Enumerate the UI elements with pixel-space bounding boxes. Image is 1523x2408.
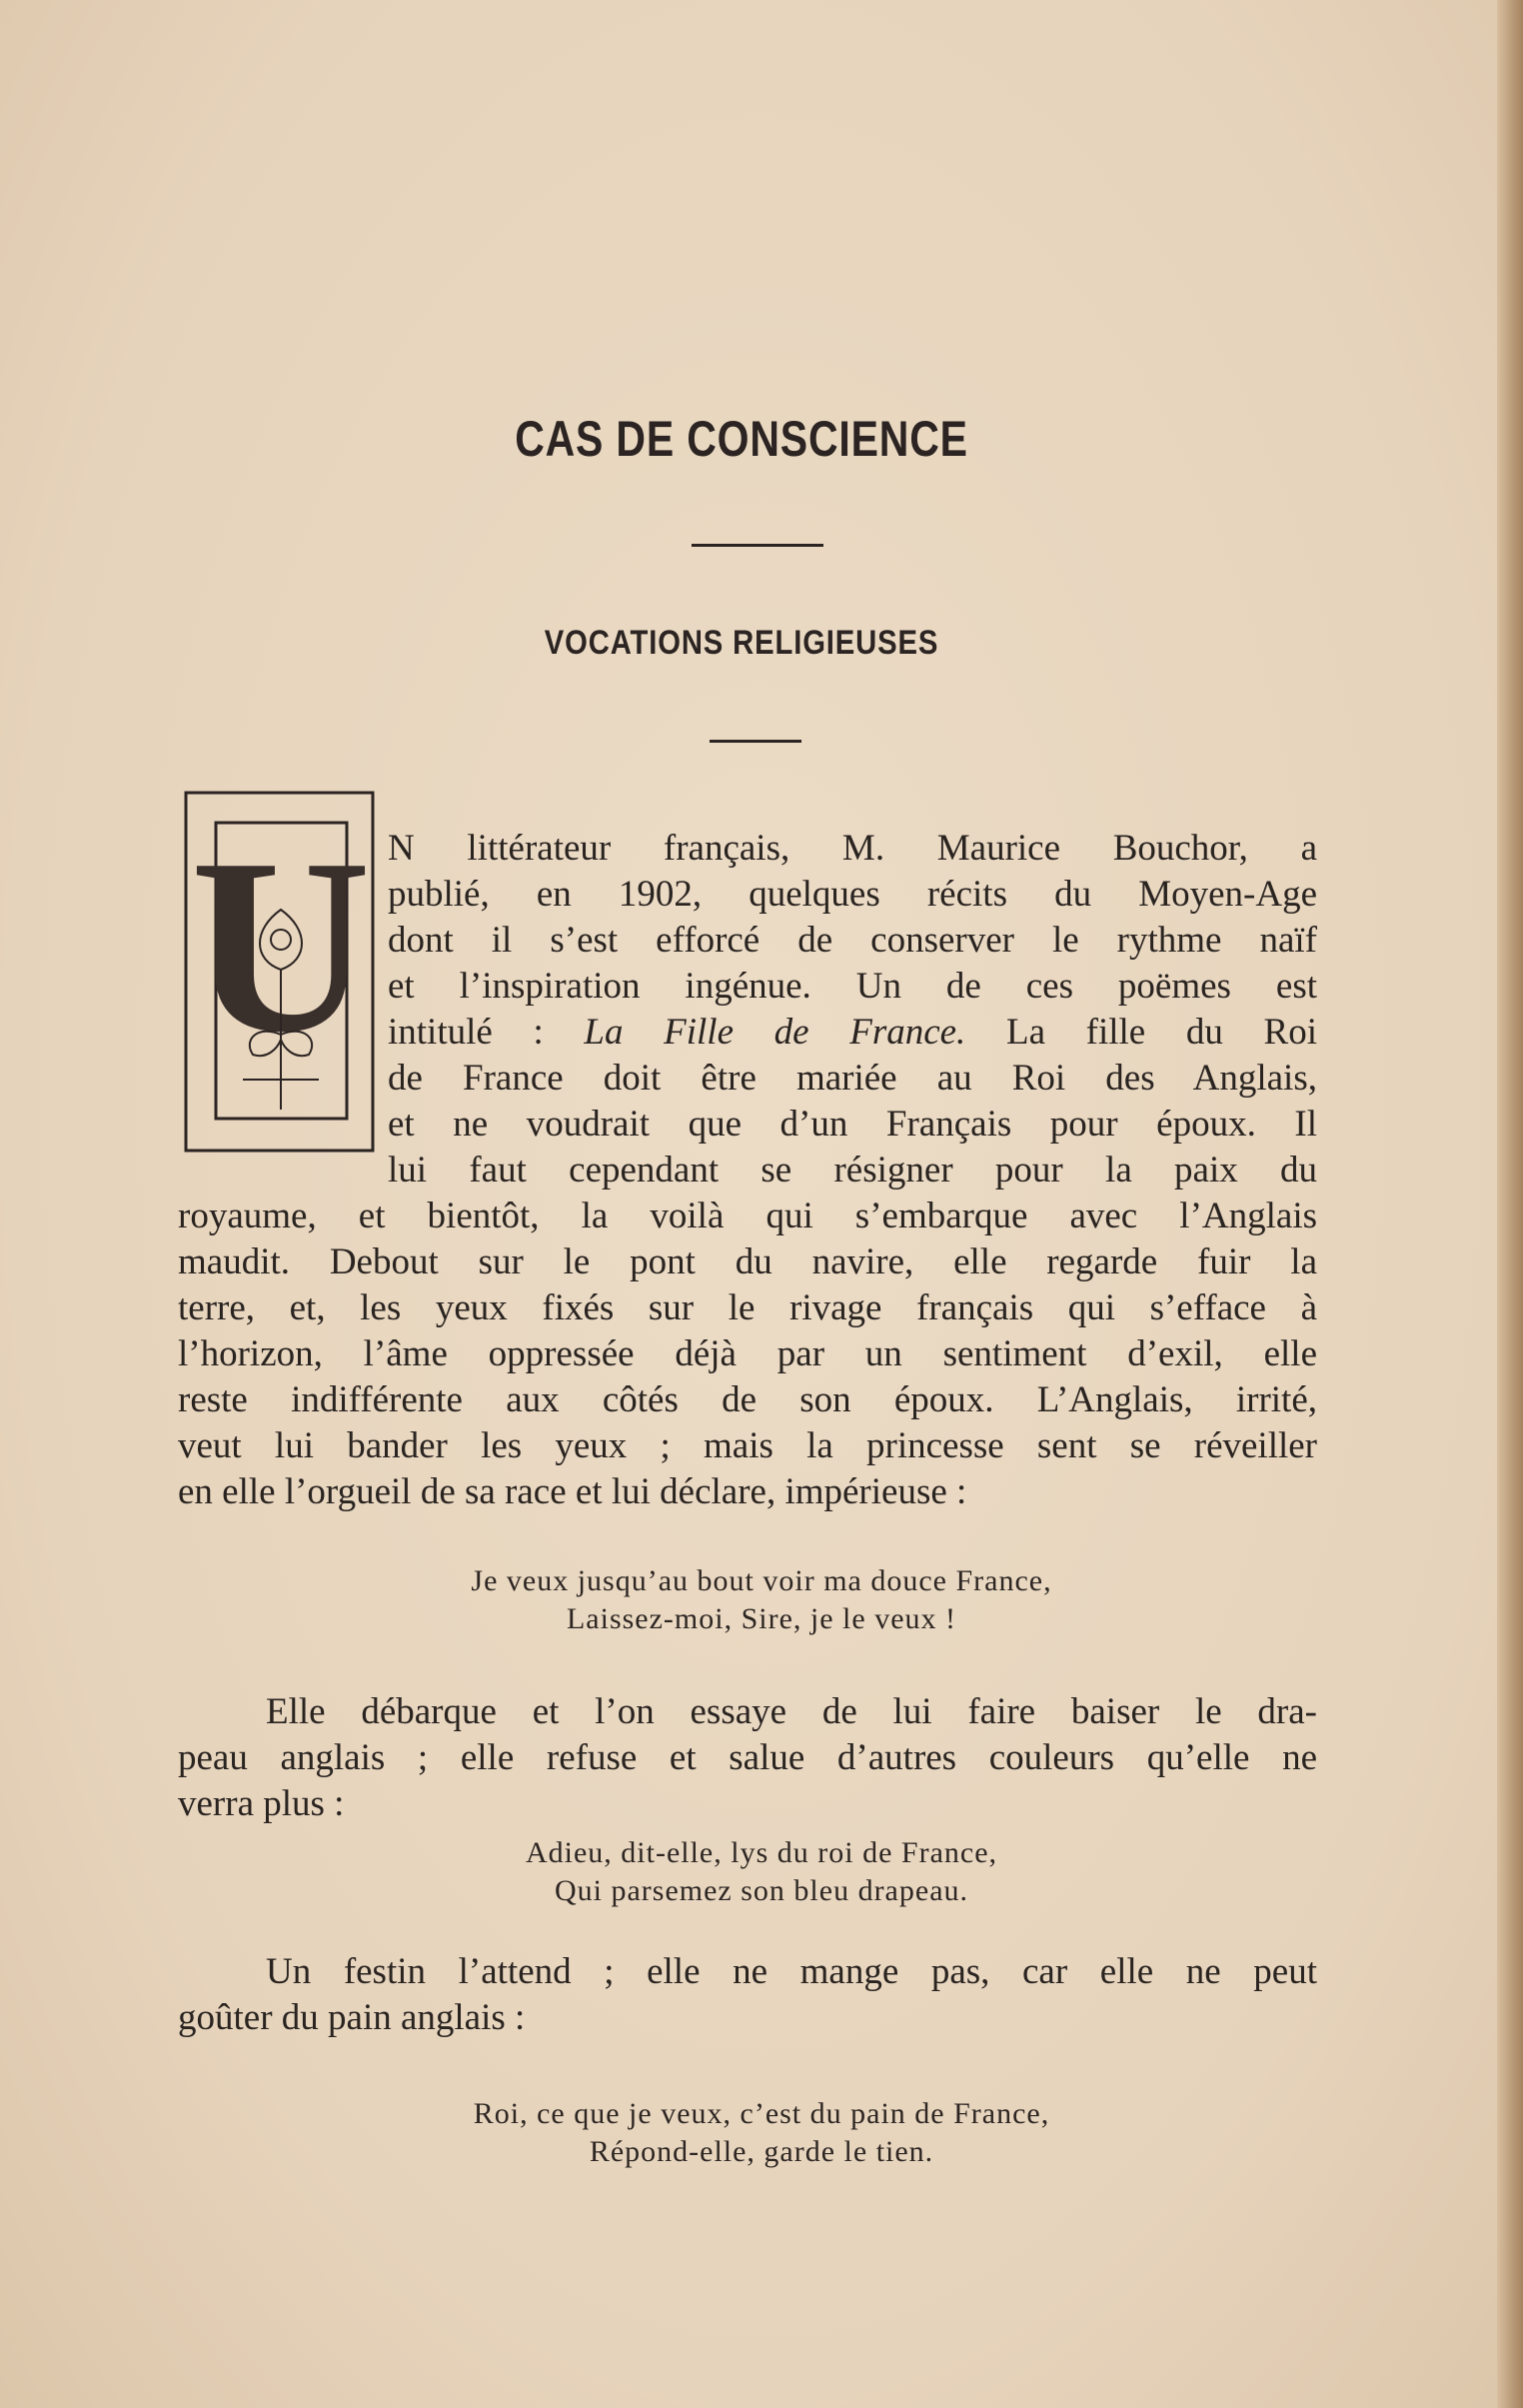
page-edge xyxy=(1497,0,1523,2408)
text-line: peau anglais ; elle refuse et salue d’autres couleurs qu’elle ne xyxy=(178,1737,1317,1778)
verse-line: Roi, ce que je veux, c’est du pain de France, xyxy=(473,2097,1050,2130)
text-line: reste indifférente aux côtés de son époux. L’Anglais, irrité, xyxy=(178,1379,1317,1420)
text-line: l’horizon, l’âme oppressée déjà par un sentiment d’exil, elle xyxy=(178,1333,1317,1374)
verse-line: Adieu, dit-elle, lys du roi de France, xyxy=(525,1836,998,1869)
text-span: intitulé : xyxy=(388,1012,585,1053)
verse-line: Je veux jusqu’au bout voir ma douce France, xyxy=(471,1564,1052,1597)
paragraph-1 xyxy=(178,826,1317,1515)
text-span: La fille du Roi xyxy=(965,1012,1317,1053)
section-subtitle: VOCATIONS RELIGIEUSES xyxy=(544,624,939,662)
text-line: veut lui bander les yeux ; mais la princesse sent se réveiller xyxy=(178,1425,1317,1466)
verse-2 xyxy=(0,1834,1523,1910)
text-line: de France doit être mariée au Roi des Anglais, xyxy=(388,1058,1317,1099)
text-line: Elle débarque et l’on essaye de lui faire baiser le dra- xyxy=(266,1691,1317,1732)
text-line: dont il s’est efforcé de conserver le rythme naïf xyxy=(388,920,1317,961)
paragraph-3 xyxy=(178,1949,1317,2041)
text-line-with-title xyxy=(178,1010,1317,1056)
text-line: verra plus : xyxy=(178,1783,345,1824)
dropcap-letter: U xyxy=(190,808,372,1085)
text-line: N littérateur français, M. Maurice Bouchor, a xyxy=(388,828,1317,869)
text-line: royaume, et bientôt, la voilà qui s’embarque avec l’Anglais xyxy=(178,1196,1317,1236)
verse-line: Qui parsemez son bleu drapeau. xyxy=(554,1874,969,1907)
text-line: et ne voudrait que d’un Français pour époux. Il xyxy=(388,1104,1317,1145)
text-line: Un festin l’attend ; elle ne mange pas, car elle ne peut xyxy=(266,1951,1317,1992)
verse-line: Répond-elle, garde le tien. xyxy=(589,2135,934,2168)
text-line: et l’inspiration ingénue. Un de ces poëmes est xyxy=(388,966,1317,1007)
text-line: terre, et, les yeux fixés sur le rivage français qui s’efface à xyxy=(178,1287,1317,1328)
verse-1 xyxy=(0,1562,1523,1638)
text-line: maudit. Debout sur le pont du navire, elle regarde fuir la xyxy=(178,1241,1317,1282)
text-line: en elle l’orgueil de sa race et lui déclare, impérieuse : xyxy=(178,1471,967,1512)
text-line: lui faut cependant se résigner pour la paix du xyxy=(388,1150,1317,1191)
work-title: La Fille de France. xyxy=(584,1012,966,1053)
paragraph-2 xyxy=(178,1689,1317,1827)
chapter-title: CAS DE CONSCIENCE xyxy=(515,411,968,467)
text-line: goûter du pain anglais : xyxy=(178,1997,526,2038)
verse-line: Laissez-moi, Sire, je le veux ! xyxy=(566,1602,957,1635)
text-line: publié, en 1902, quelques récits du Moyen-Age xyxy=(388,874,1317,915)
subtitle-rule xyxy=(710,740,801,743)
verse-3 xyxy=(0,2095,1523,2171)
title-rule xyxy=(692,544,823,547)
